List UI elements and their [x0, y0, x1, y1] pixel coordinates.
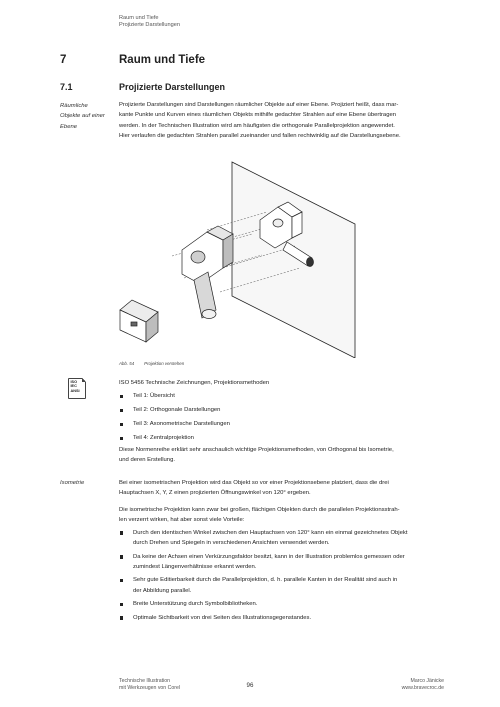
figure-caption [119, 361, 194, 366]
page-number: 96 [246, 682, 254, 689]
list-item: Teil 1: Übersicht [119, 391, 449, 401]
list-item: Teil 2: Orthogonale Darstellungen [119, 405, 449, 415]
section-number: 7.1 [60, 82, 73, 92]
norm-title: ISO 5456 Technische Zeichnungen, Projektionsmethoden [119, 380, 270, 386]
norm-parts-list [119, 391, 449, 443]
chapter-title: Raum und Tiefe [119, 54, 206, 66]
projection-illustration [112, 160, 362, 358]
figure-text: Projektion verstehen [144, 361, 185, 366]
running-header [119, 15, 180, 30]
list-item: Breite Unterstützung durch Symbolbibliotheken. [119, 599, 449, 609]
isometric-object [182, 226, 233, 319]
figure-label: Abb. 54 [119, 361, 135, 366]
norm-block [119, 378, 449, 466]
advantages-list [119, 528, 449, 623]
list-item: Optimale Sichtbarkeit von drei Seiten des Illustrationsgegenstandes. [119, 613, 449, 623]
source-box [120, 300, 158, 342]
section-title: Projizierte Darstellungen [119, 82, 226, 92]
norm-note: Diese Normenreihe erklärt sehr anschaulich wichtige Projektionsmethoden, von Orthogonal bis Isometrie, und deren Erstellung. [119, 447, 394, 464]
running-header-section: Projizierte Darstellungen [119, 22, 180, 29]
advantages-block: Die isometrische Projektion kann zwar bei großen, flächigen Objekten durch die parallelen Projektionsstrah- len verzerrt wirken, hat aber sonst viele Vorteile: Durch den identischen Winkel zwischen den Hauptachsen von 120° kann ein einmal gezeichnetes Objekt durch Drehen und Spiegeln in verschiedenen Ansichten verwendet werden. Da keine der Achsen einen Verkürzungsfaktor besitzt, kann in der Illustration problemlos gemessen oder zumindest Längenverhältnisse erkannt werden. Sehr gute Editierbarkeit durch die Parallelprojektion, d. h. parallele Kanten in der Realität sind auch in der Abbildung parallel. Breite Unterstützung durch Symbolbibliotheken. Optimale Sichtbarkeit von drei Seiten des Illustrationsgegenstandes. [119, 505, 449, 623]
running-header-chapter: Raum und Tiefe [119, 15, 159, 21]
list-item: Sehr gute Editierbarkeit durch die Parallelprojektion, d. h. parallele Kanten in der Realität sind auch in der Abbildung parallel. [119, 575, 449, 596]
norm-document-icon: ISO IEC ANSI [68, 378, 86, 399]
list-item: Teil 3: Axonometrische Darstellungen [119, 419, 449, 429]
footer-left: Technische Illustration mit Werkzeugen von Corel [119, 678, 181, 692]
list-item: Teil 4: Zentralprojektion [119, 433, 449, 443]
isometric-paragraph: Bei einer isometrischen Projektion wird das Objekt so vor einer Projektionsebene platziert, dass die drei Hauptachsen X, Y, Z einen projizierten Öffnungswinkel von 120° ergeben. [119, 480, 389, 497]
intro-paragraph: Projizierte Darstellungen sind Darstellungen räumlicher Objekte auf einer Ebene. Projiziert heißt, dass mar- kante Punkte und Kurven eines räumlichen Objekts mithilfe gedachter Strahlen auf eine Ebene übertragen werden. In der Technischen Illustration wird am häufigsten die orthogonale Parallelprojektion angewendet. Hier verlaufen die gedachten Strahlen parallel zueinander und fallen rechtwinklig auf die Darstellungsebene. [119, 102, 401, 140]
list-item: Durch den identischen Winkel zwischen den Hauptachsen von 120° kann ein einmal gezeichnetes Objekt durch Drehen und Spiegeln in verschiedenen Ansichten verwendet werden. [119, 528, 449, 549]
margin-note-isometric: Isometrie [60, 480, 85, 486]
projection-plane [232, 162, 355, 358]
margin-note-objects: Räumliche Objekte auf einer Ebene [60, 103, 105, 130]
footer-right: Marco Jänicke www.bravecroc.de [401, 678, 444, 692]
chapter-number: 7 [60, 54, 67, 66]
list-item: Da keine der Achsen einen Verkürzungsfaktor besitzt, kann in der Illustration problemlos gemessen oder zumindest Längenverhältnisse erkannt werden. [119, 552, 449, 573]
